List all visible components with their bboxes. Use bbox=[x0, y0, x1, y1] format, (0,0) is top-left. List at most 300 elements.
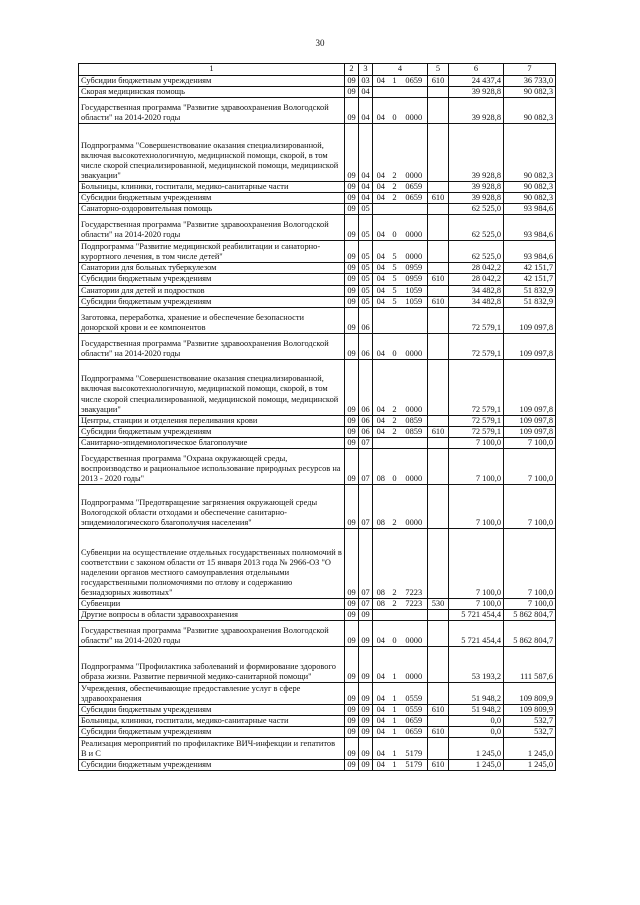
row-subprogram-code-cell bbox=[389, 204, 401, 215]
row-amount-2014-cell: 5 721 454,4 bbox=[449, 610, 504, 621]
row-subsection-cell: 09 bbox=[359, 716, 373, 727]
row-direction-code-cell: 0559 bbox=[401, 705, 428, 716]
row-direction-code-cell: 5179 bbox=[401, 760, 428, 771]
row-subsection-cell: 05 bbox=[359, 263, 373, 274]
row-amount-2014-cell: 72 579,1 bbox=[449, 426, 504, 437]
row-direction-code-cell: 0959 bbox=[401, 263, 428, 274]
row-subsection-cell: 05 bbox=[359, 204, 373, 215]
row-name-cell: Реализация мероприятий по профилактике ВИЧ-инфекции и гепатитов В и С bbox=[79, 738, 345, 760]
row-program-code-cell: 04 bbox=[373, 263, 389, 274]
row-name-cell: Государственная программа "Охрана окружающей среды, воспроизводство и рациональное использование природных ресурсов на 2013 - 2020 годы" bbox=[79, 448, 345, 484]
row-subsection-cell: 09 bbox=[359, 760, 373, 771]
row-name-cell: Государственная программа "Развитие здравоохранения Вологодской области" на 2014-2020 годы bbox=[79, 333, 345, 359]
row-section-cell: 09 bbox=[345, 296, 359, 307]
row-name-cell: Субсидии бюджетным учреждениям bbox=[79, 274, 345, 285]
row-subprogram-code-cell: 1 bbox=[389, 727, 401, 738]
row-subprogram-code-cell: 2 bbox=[389, 193, 401, 204]
row-program-code-cell: 08 bbox=[373, 484, 389, 528]
row-amount-2015-cell: 109 809,9 bbox=[504, 683, 556, 705]
table-row bbox=[79, 263, 556, 274]
row-section-cell: 09 bbox=[345, 124, 359, 182]
row-expense-type-cell bbox=[428, 528, 449, 598]
header-col-3: 3 bbox=[359, 64, 373, 76]
row-program-code-cell: 04 bbox=[373, 738, 389, 760]
row-direction-code-cell: 0000 bbox=[401, 647, 428, 683]
row-amount-2015-cell: 1 245,0 bbox=[504, 760, 556, 771]
row-name-cell: Подпрограмма "Профилактика заболеваний и формирование здорового образа жизни. Развитие первичной медико-санитарной помощи" bbox=[79, 647, 345, 683]
row-expense-type-cell bbox=[428, 98, 449, 124]
table-row bbox=[79, 426, 556, 437]
row-expense-type-cell bbox=[428, 333, 449, 359]
row-program-code-cell: 04 bbox=[373, 705, 389, 716]
row-subprogram-code-cell: 1 bbox=[389, 683, 401, 705]
row-name-cell: Субсидии бюджетным учреждениям bbox=[79, 193, 345, 204]
row-expense-type-cell: 610 bbox=[428, 760, 449, 771]
row-amount-2014-cell: 72 579,1 bbox=[449, 415, 504, 426]
row-amount-2014-cell: 39 928,8 bbox=[449, 193, 504, 204]
row-amount-2015-cell: 7 100,0 bbox=[504, 484, 556, 528]
row-program-code-cell bbox=[373, 610, 389, 621]
row-section-cell: 09 bbox=[345, 98, 359, 124]
row-name-cell: Больницы, клиники, госпитали, медико-санитарные части bbox=[79, 182, 345, 193]
table-row bbox=[79, 610, 556, 621]
row-subsection-cell: 04 bbox=[359, 87, 373, 98]
row-name-cell: Подпрограмма "Совершенствование оказания специализированной, включая высокотехнологичную, медицинской помощи, скорой, в том числе скорой специализированной, медицинской помощи, медицинской эвакуации" bbox=[79, 359, 345, 415]
row-amount-2015-cell: 7 100,0 bbox=[504, 448, 556, 484]
table-row bbox=[79, 274, 556, 285]
table-row bbox=[79, 760, 556, 771]
row-subprogram-code-cell: 2 bbox=[389, 415, 401, 426]
row-subprogram-code-cell: 0 bbox=[389, 333, 401, 359]
row-amount-2015-cell: 5 862 804,7 bbox=[504, 621, 556, 647]
row-amount-2014-cell: 39 928,8 bbox=[449, 98, 504, 124]
row-subsection-cell: 04 bbox=[359, 124, 373, 182]
row-amount-2014-cell: 7 100,0 bbox=[449, 484, 504, 528]
table-row bbox=[79, 437, 556, 448]
row-expense-type-cell bbox=[428, 621, 449, 647]
row-section-cell: 09 bbox=[345, 359, 359, 415]
row-expense-type-cell bbox=[428, 87, 449, 98]
row-amount-2014-cell: 62 525,0 bbox=[449, 215, 504, 241]
row-expense-type-cell bbox=[428, 124, 449, 182]
header-col-4: 4 bbox=[373, 64, 428, 76]
row-name-cell: Другие вопросы в области здравоохранения bbox=[79, 610, 345, 621]
row-amount-2014-cell: 62 525,0 bbox=[449, 204, 504, 215]
row-amount-2015-cell: 93 984,6 bbox=[504, 215, 556, 241]
table-row bbox=[79, 124, 556, 182]
row-direction-code-cell bbox=[401, 87, 428, 98]
row-amount-2015-cell: 90 082,3 bbox=[504, 98, 556, 124]
row-program-code-cell bbox=[373, 437, 389, 448]
row-program-code-cell bbox=[373, 307, 389, 333]
row-subsection-cell: 09 bbox=[359, 647, 373, 683]
row-subsection-cell: 03 bbox=[359, 76, 373, 87]
row-direction-code-cell: 1059 bbox=[401, 285, 428, 296]
row-amount-2015-cell: 51 832,9 bbox=[504, 296, 556, 307]
row-expense-type-cell bbox=[428, 241, 449, 263]
table-row bbox=[79, 307, 556, 333]
row-subprogram-code-cell: 5 bbox=[389, 274, 401, 285]
row-amount-2015-cell: 109 809,9 bbox=[504, 705, 556, 716]
row-direction-code-cell bbox=[401, 437, 428, 448]
row-program-code-cell: 04 bbox=[373, 359, 389, 415]
row-amount-2014-cell: 1 245,0 bbox=[449, 738, 504, 760]
row-name-cell: Санитарно-эпидемиологическое благополучие bbox=[79, 437, 345, 448]
row-subprogram-code-cell: 1 bbox=[389, 760, 401, 771]
row-amount-2014-cell: 53 193,2 bbox=[449, 647, 504, 683]
row-amount-2015-cell: 42 151,7 bbox=[504, 263, 556, 274]
row-name-cell: Субсидии бюджетным учреждениям bbox=[79, 296, 345, 307]
row-expense-type-cell: 610 bbox=[428, 296, 449, 307]
row-amount-2015-cell: 42 151,7 bbox=[504, 274, 556, 285]
row-subsection-cell: 07 bbox=[359, 437, 373, 448]
row-program-code-cell: 04 bbox=[373, 647, 389, 683]
row-subsection-cell: 06 bbox=[359, 333, 373, 359]
row-subprogram-code-cell: 2 bbox=[389, 124, 401, 182]
row-amount-2015-cell: 109 097,8 bbox=[504, 415, 556, 426]
row-subsection-cell: 09 bbox=[359, 727, 373, 738]
row-expense-type-cell bbox=[428, 204, 449, 215]
row-direction-code-cell: 0659 bbox=[401, 182, 428, 193]
row-program-code-cell: 04 bbox=[373, 182, 389, 193]
row-amount-2014-cell: 39 928,8 bbox=[449, 124, 504, 182]
row-subsection-cell: 09 bbox=[359, 621, 373, 647]
table-row bbox=[79, 296, 556, 307]
header-col-7: 7 bbox=[504, 64, 556, 76]
row-expense-type-cell bbox=[428, 647, 449, 683]
row-amount-2014-cell: 62 525,0 bbox=[449, 241, 504, 263]
row-section-cell: 09 bbox=[345, 610, 359, 621]
row-direction-code-cell: 0659 bbox=[401, 193, 428, 204]
row-subprogram-code-cell: 1 bbox=[389, 76, 401, 87]
row-amount-2014-cell: 72 579,1 bbox=[449, 333, 504, 359]
header-col-2: 2 bbox=[345, 64, 359, 76]
row-amount-2014-cell: 34 482,8 bbox=[449, 285, 504, 296]
row-program-code-cell bbox=[373, 87, 389, 98]
row-direction-code-cell: 0000 bbox=[401, 124, 428, 182]
row-amount-2014-cell: 7 100,0 bbox=[449, 528, 504, 598]
row-program-code-cell: 04 bbox=[373, 296, 389, 307]
row-subprogram-code-cell: 1 bbox=[389, 647, 401, 683]
row-amount-2015-cell: 532,7 bbox=[504, 727, 556, 738]
row-amount-2015-cell: 109 097,8 bbox=[504, 359, 556, 415]
table-row bbox=[79, 716, 556, 727]
row-expense-type-cell: 610 bbox=[428, 274, 449, 285]
row-expense-type-cell bbox=[428, 307, 449, 333]
row-amount-2015-cell: 109 097,8 bbox=[504, 426, 556, 437]
row-name-cell: Подпрограмма "Совершенствование оказания специализированной, включая высокотехнологичную, медицинской помощи, скорой, в том числе скорой специализированной, медицинской помощи, медицинской эвакуации" bbox=[79, 124, 345, 182]
row-subsection-cell: 09 bbox=[359, 738, 373, 760]
row-direction-code-cell: 0000 bbox=[401, 448, 428, 484]
row-section-cell: 09 bbox=[345, 448, 359, 484]
row-subsection-cell: 04 bbox=[359, 182, 373, 193]
row-program-code-cell: 04 bbox=[373, 683, 389, 705]
row-direction-code-cell: 0000 bbox=[401, 215, 428, 241]
row-amount-2014-cell: 7 100,0 bbox=[449, 598, 504, 609]
row-program-code-cell: 04 bbox=[373, 333, 389, 359]
row-expense-type-cell: 530 bbox=[428, 598, 449, 609]
row-section-cell: 09 bbox=[345, 598, 359, 609]
row-name-cell: Санаторно-оздоровительная помощь bbox=[79, 204, 345, 215]
row-section-cell: 09 bbox=[345, 760, 359, 771]
row-name-cell: Государственная программа "Развитие здравоохранения Вологодской области" на 2014-2020 годы bbox=[79, 98, 345, 124]
row-name-cell: Больницы, клиники, госпитали, медико-санитарные части bbox=[79, 716, 345, 727]
row-expense-type-cell: 610 bbox=[428, 426, 449, 437]
row-subprogram-code-cell: 2 bbox=[389, 484, 401, 528]
row-subprogram-code-cell: 5 bbox=[389, 263, 401, 274]
table-row bbox=[79, 87, 556, 98]
row-name-cell: Субвенции bbox=[79, 598, 345, 609]
row-subprogram-code-cell bbox=[389, 437, 401, 448]
row-name-cell: Субсидии бюджетным учреждениям bbox=[79, 727, 345, 738]
row-expense-type-cell bbox=[428, 215, 449, 241]
row-amount-2014-cell: 7 100,0 bbox=[449, 448, 504, 484]
row-subsection-cell: 09 bbox=[359, 705, 373, 716]
row-section-cell: 09 bbox=[345, 426, 359, 437]
row-amount-2014-cell: 28 042,2 bbox=[449, 274, 504, 285]
row-subprogram-code-cell: 1 bbox=[389, 705, 401, 716]
row-subprogram-code-cell: 2 bbox=[389, 598, 401, 609]
row-amount-2015-cell: 7 100,0 bbox=[504, 437, 556, 448]
row-subprogram-code-cell: 2 bbox=[389, 528, 401, 598]
row-amount-2015-cell: 90 082,3 bbox=[504, 193, 556, 204]
row-subprogram-code-cell: 2 bbox=[389, 359, 401, 415]
row-amount-2015-cell: 111 587,6 bbox=[504, 647, 556, 683]
row-name-cell: Скорая медицинская помощь bbox=[79, 87, 345, 98]
row-amount-2015-cell: 51 832,9 bbox=[504, 285, 556, 296]
row-direction-code-cell: 0559 bbox=[401, 683, 428, 705]
row-section-cell: 09 bbox=[345, 621, 359, 647]
row-amount-2014-cell: 72 579,1 bbox=[449, 307, 504, 333]
row-section-cell: 09 bbox=[345, 263, 359, 274]
row-program-code-cell: 04 bbox=[373, 426, 389, 437]
table-row bbox=[79, 683, 556, 705]
row-subsection-cell: 06 bbox=[359, 307, 373, 333]
row-name-cell: Субсидии бюджетным учреждениям bbox=[79, 760, 345, 771]
row-amount-2015-cell: 532,7 bbox=[504, 716, 556, 727]
row-section-cell: 09 bbox=[345, 333, 359, 359]
row-section-cell: 09 bbox=[345, 285, 359, 296]
table-row bbox=[79, 448, 556, 484]
row-amount-2014-cell: 7 100,0 bbox=[449, 437, 504, 448]
row-expense-type-cell: 610 bbox=[428, 705, 449, 716]
row-subsection-cell: 04 bbox=[359, 98, 373, 124]
row-name-cell: Субсидии бюджетным учреждениям bbox=[79, 76, 345, 87]
row-name-cell: Санатории для больных туберкулезом bbox=[79, 263, 345, 274]
row-amount-2015-cell: 90 082,3 bbox=[504, 87, 556, 98]
row-amount-2015-cell: 109 097,8 bbox=[504, 333, 556, 359]
row-program-code-cell: 04 bbox=[373, 621, 389, 647]
row-program-code-cell: 04 bbox=[373, 285, 389, 296]
row-name-cell: Учреждения, обеспечивающие предоставление услуг в сфере здравоохранения bbox=[79, 683, 345, 705]
table-row bbox=[79, 598, 556, 609]
row-direction-code-cell bbox=[401, 610, 428, 621]
row-amount-2015-cell: 7 100,0 bbox=[504, 528, 556, 598]
row-section-cell: 09 bbox=[345, 738, 359, 760]
row-subsection-cell: 05 bbox=[359, 296, 373, 307]
row-subsection-cell: 09 bbox=[359, 610, 373, 621]
row-program-code-cell: 04 bbox=[373, 716, 389, 727]
row-section-cell: 09 bbox=[345, 241, 359, 263]
row-amount-2015-cell: 93 984,6 bbox=[504, 241, 556, 263]
table-row bbox=[79, 204, 556, 215]
row-direction-code-cell: 0000 bbox=[401, 621, 428, 647]
table-header-row bbox=[79, 64, 556, 76]
row-amount-2015-cell: 90 082,3 bbox=[504, 182, 556, 193]
row-program-code-cell: 04 bbox=[373, 415, 389, 426]
row-subprogram-code-cell: 0 bbox=[389, 98, 401, 124]
table-row bbox=[79, 528, 556, 598]
row-amount-2014-cell: 1 245,0 bbox=[449, 760, 504, 771]
row-amount-2014-cell: 0,0 bbox=[449, 727, 504, 738]
row-program-code-cell: 04 bbox=[373, 727, 389, 738]
row-section-cell: 09 bbox=[345, 182, 359, 193]
row-program-code-cell: 04 bbox=[373, 193, 389, 204]
row-direction-code-cell bbox=[401, 307, 428, 333]
row-name-cell: Государственная программа "Развитие здравоохранения Вологодской области" на 2014-2020 годы bbox=[79, 621, 345, 647]
table-row bbox=[79, 241, 556, 263]
row-amount-2015-cell: 93 984,6 bbox=[504, 204, 556, 215]
row-section-cell: 09 bbox=[345, 415, 359, 426]
table-row bbox=[79, 705, 556, 716]
row-direction-code-cell: 0859 bbox=[401, 415, 428, 426]
row-direction-code-cell: 0859 bbox=[401, 426, 428, 437]
row-subprogram-code-cell: 1 bbox=[389, 716, 401, 727]
row-direction-code-cell: 0000 bbox=[401, 333, 428, 359]
row-expense-type-cell bbox=[428, 437, 449, 448]
row-direction-code-cell: 0000 bbox=[401, 241, 428, 263]
row-subprogram-code-cell: 0 bbox=[389, 448, 401, 484]
row-expense-type-cell bbox=[428, 263, 449, 274]
row-subprogram-code-cell: 5 bbox=[389, 296, 401, 307]
table-row bbox=[79, 98, 556, 124]
row-expense-type-cell bbox=[428, 182, 449, 193]
row-section-cell: 09 bbox=[345, 647, 359, 683]
row-name-cell: Субвенции на осуществление отдельных государственных полномочий в соответствии с законом области от 15 января 2013 года № 2966-ОЗ "О наделении органов местного самоуправления отдельными государственными полномочиями по отлову и содержанию безнадзорных животных" bbox=[79, 528, 345, 598]
table-row bbox=[79, 415, 556, 426]
row-expense-type-cell bbox=[428, 285, 449, 296]
row-program-code-cell: 04 bbox=[373, 274, 389, 285]
row-expense-type-cell bbox=[428, 738, 449, 760]
row-direction-code-cell: 0000 bbox=[401, 484, 428, 528]
row-subsection-cell: 05 bbox=[359, 285, 373, 296]
row-expense-type-cell: 610 bbox=[428, 76, 449, 87]
row-section-cell: 09 bbox=[345, 87, 359, 98]
row-direction-code-cell: 0659 bbox=[401, 76, 428, 87]
row-subprogram-code-cell: 2 bbox=[389, 182, 401, 193]
row-subprogram-code-cell bbox=[389, 610, 401, 621]
table-row bbox=[79, 484, 556, 528]
row-expense-type-cell bbox=[428, 610, 449, 621]
row-name-cell: Подпрограмма "Предотвращение загрязнения окружающей среды Вологодской области отходами и обеспечение санитарно-эпидемиологического благополучия населения" bbox=[79, 484, 345, 528]
table-row bbox=[79, 285, 556, 296]
row-amount-2015-cell: 90 082,3 bbox=[504, 124, 556, 182]
row-program-code-cell: 04 bbox=[373, 124, 389, 182]
row-amount-2015-cell: 36 733,0 bbox=[504, 76, 556, 87]
row-section-cell: 09 bbox=[345, 274, 359, 285]
row-subprogram-code-cell: 0 bbox=[389, 215, 401, 241]
row-name-cell: Государственная программа "Развитие здравоохранения Вологодской области" на 2014-2020 годы bbox=[79, 215, 345, 241]
row-program-code-cell: 04 bbox=[373, 98, 389, 124]
row-program-code-cell: 08 bbox=[373, 448, 389, 484]
row-subsection-cell: 06 bbox=[359, 426, 373, 437]
row-expense-type-cell bbox=[428, 415, 449, 426]
row-amount-2014-cell: 24 437,4 bbox=[449, 76, 504, 87]
row-amount-2014-cell: 0,0 bbox=[449, 716, 504, 727]
row-amount-2014-cell: 34 482,8 bbox=[449, 296, 504, 307]
row-amount-2015-cell: 7 100,0 bbox=[504, 598, 556, 609]
row-section-cell: 09 bbox=[345, 528, 359, 598]
row-direction-code-cell: 5179 bbox=[401, 738, 428, 760]
row-expense-type-cell: 610 bbox=[428, 727, 449, 738]
row-direction-code-cell: 0659 bbox=[401, 716, 428, 727]
row-direction-code-cell: 0000 bbox=[401, 98, 428, 124]
page-number: 30 bbox=[315, 38, 325, 48]
row-expense-type-cell bbox=[428, 448, 449, 484]
table-row bbox=[79, 76, 556, 87]
row-amount-2015-cell: 5 862 804,7 bbox=[504, 610, 556, 621]
header-col-6: 6 bbox=[449, 64, 504, 76]
row-name-cell: Субсидии бюджетным учреждениям bbox=[79, 705, 345, 716]
row-program-code-cell bbox=[373, 204, 389, 215]
row-amount-2014-cell: 72 579,1 bbox=[449, 359, 504, 415]
row-section-cell: 09 bbox=[345, 727, 359, 738]
row-amount-2014-cell: 51 948,2 bbox=[449, 683, 504, 705]
row-subsection-cell: 05 bbox=[359, 274, 373, 285]
table-row bbox=[79, 647, 556, 683]
row-section-cell: 09 bbox=[345, 76, 359, 87]
row-expense-type-cell bbox=[428, 484, 449, 528]
row-direction-code-cell: 0659 bbox=[401, 727, 428, 738]
row-amount-2014-cell: 5 721 454,4 bbox=[449, 621, 504, 647]
row-expense-type-cell bbox=[428, 359, 449, 415]
row-direction-code-cell: 0959 bbox=[401, 274, 428, 285]
row-direction-code-cell: 0000 bbox=[401, 359, 428, 415]
row-subprogram-code-cell bbox=[389, 307, 401, 333]
row-section-cell: 09 bbox=[345, 437, 359, 448]
row-subsection-cell: 06 bbox=[359, 359, 373, 415]
row-subsection-cell: 09 bbox=[359, 683, 373, 705]
row-name-cell: Подпрограмма "Развитие медицинской реабилитации и санаторно-курортного лечения, в том числе детей" bbox=[79, 241, 345, 263]
row-subprogram-code-cell: 2 bbox=[389, 426, 401, 437]
row-amount-2014-cell: 39 928,8 bbox=[449, 87, 504, 98]
row-program-code-cell: 04 bbox=[373, 241, 389, 263]
table-row bbox=[79, 621, 556, 647]
row-subsection-cell: 07 bbox=[359, 484, 373, 528]
row-section-cell: 09 bbox=[345, 716, 359, 727]
row-subprogram-code-cell: 5 bbox=[389, 285, 401, 296]
row-subprogram-code-cell: 5 bbox=[389, 241, 401, 263]
row-section-cell: 09 bbox=[345, 705, 359, 716]
row-subsection-cell: 07 bbox=[359, 528, 373, 598]
row-name-cell: Субсидии бюджетным учреждениям bbox=[79, 426, 345, 437]
row-name-cell: Центры, станции и отделения переливания крови bbox=[79, 415, 345, 426]
row-direction-code-cell: 7223 bbox=[401, 598, 428, 609]
row-amount-2015-cell: 109 097,8 bbox=[504, 307, 556, 333]
row-subprogram-code-cell: 1 bbox=[389, 738, 401, 760]
table-row bbox=[79, 727, 556, 738]
row-section-cell: 09 bbox=[345, 683, 359, 705]
row-expense-type-cell bbox=[428, 716, 449, 727]
row-section-cell: 09 bbox=[345, 204, 359, 215]
budget-table bbox=[78, 63, 556, 771]
row-amount-2014-cell: 39 928,8 bbox=[449, 182, 504, 193]
table-row bbox=[79, 182, 556, 193]
row-name-cell: Заготовка, переработка, хранение и обеспечение безопасности донорской крови и ее компонентов bbox=[79, 307, 345, 333]
row-expense-type-cell: 610 bbox=[428, 193, 449, 204]
row-subsection-cell: 04 bbox=[359, 193, 373, 204]
row-subsection-cell: 07 bbox=[359, 448, 373, 484]
